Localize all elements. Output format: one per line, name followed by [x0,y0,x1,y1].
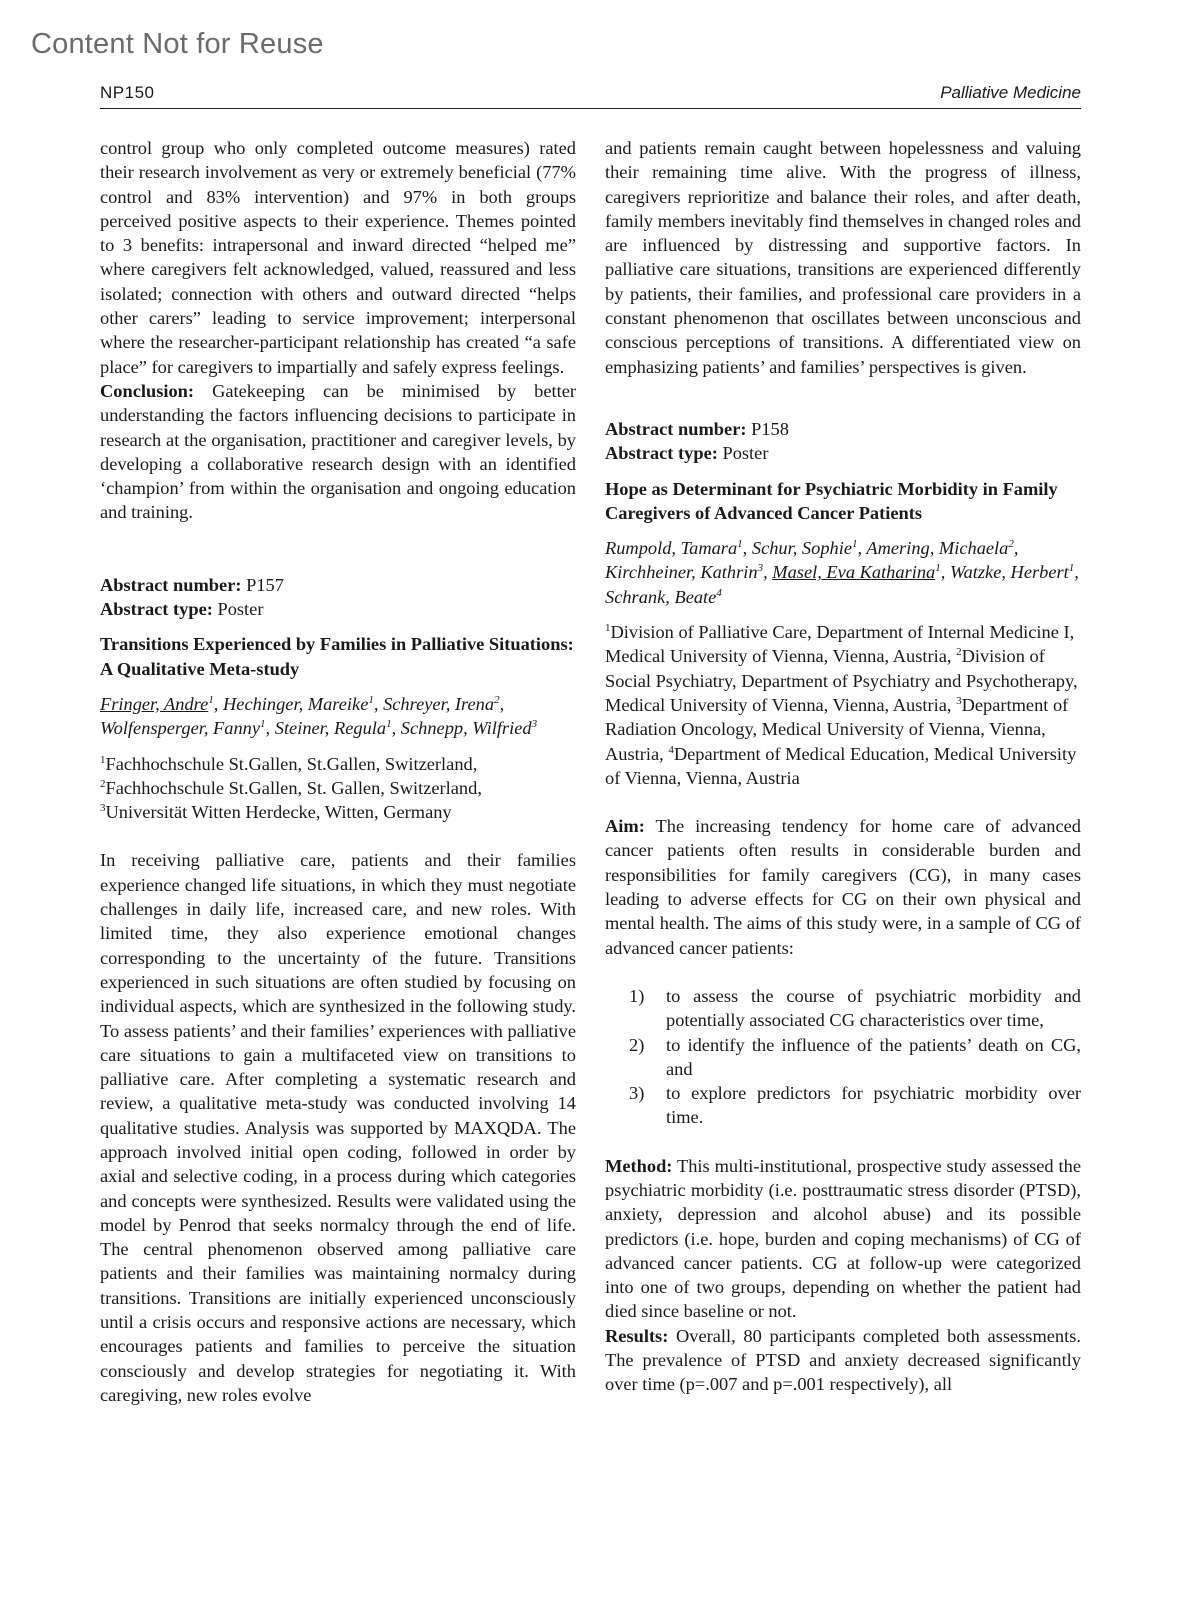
journal-name: Palliative Medicine [940,83,1081,102]
abstract-type-line [100,597,576,621]
aim-text: to explore predictors for psychiatric morbidity over time. [666,1083,1081,1128]
affiliation-mark: 2 [100,777,106,790]
abstract-type: Poster [717,443,769,464]
aim-item [605,984,1081,1033]
author-name: Masel, Eva Katharina [772,562,936,583]
abstract-number: P158 [746,418,789,439]
conclusion-paragraph [100,379,576,525]
author-affiliation-mark: 1 [1068,562,1075,575]
author-name: Wolfensperger, Fanny [100,718,261,739]
author-name: Amering, Michaela [866,538,1009,559]
author [605,587,722,607]
continued-paragraph: control group who only completed outcome measures) rated their research involvement as very or extremely beneficial (77% control and 83% intervention) and 97% in both groups perceived positive aspects to their experience. Themes pointed to 3 benefits: intrapersonal and inward directed “helped me” where caregivers felt acknowledged, valued, reassured and less isolated; connection with others and outward directed “helps other carers” leading to service improvement; interpersonal where the researcher-participant relationship has created “a safe place” for caregivers to impartially and safely express feelings. [100,138,576,377]
aim-text: The increasing tendency for home care of advanced cancer patients often results in considerable burden and responsibilities for family caregivers (CG), in many cases leading to adverse effects for CG on their own physical and mental health. The aims of this study were, in a sample of CG of advanced cancer patients: [605,816,1081,958]
aim-label: Aim: [605,816,645,837]
author-affiliation-mark: 3 [757,562,764,575]
method-label: Method: [605,1155,673,1176]
author-affiliation-mark: 1 [386,718,392,731]
author-list [605,536,1081,609]
affiliation-list [100,752,576,825]
aims-list [605,984,1081,1130]
author-affiliation-mark: 4 [716,586,722,599]
abstract-title: Transitions Experienced by Families in Palliative Situations: A Qualitative Meta-study [100,634,574,679]
aim-item [605,1033,1081,1082]
author-name: Kirchheiner, Kathrin [605,562,758,583]
affiliation [100,800,576,824]
author: Hechinger, Mareike$^1$, [223,693,384,714]
author-name: Schur, Sophie [751,538,852,559]
spacer [605,379,1081,417]
aim-number: 1) [629,985,645,1006]
author: Steiner, Regula$^1$, [274,718,401,739]
author: Kirchheiner, Kathrin$^3$, [605,562,773,583]
affiliation [100,752,576,776]
affiliation-text: Universität Witten Herdecke, Witten, Germany [105,802,452,823]
author-name: Watzke, Herbert [949,562,1069,583]
results-label: Results: [605,1325,669,1346]
affiliation-mark: 3 [956,694,962,707]
author: Amering, Michaela$^2$, [866,538,1019,559]
abstract-number-line [605,417,1081,441]
method-paragraph [605,1154,1081,1324]
author [401,718,537,738]
conclusion-text: Gatekeeping can be minimised by better understanding the factors influencing decisions to participate in research at the organisation, practitioner and caregiver levels, by developing a collaborative research design with an identified ‘champion’ from within the organisation and ongoing education and training. [100,380,576,523]
left-column [100,136,576,1407]
abstract-number: P157 [241,574,284,595]
author-affiliation-mark: 3 [531,718,538,731]
author: Fringer, Andre$^1$, [100,693,223,714]
affiliation [100,776,576,800]
results-text: Overall, 80 participants completed both assessments. The prevalence of PTSD and anxiety decreased significantly over time (p=.007 and p=.001 respectively), all [605,1325,1081,1395]
author-list [100,692,576,741]
conclusion-label: Conclusion: [100,380,195,401]
watermark: Content Not for Reuse [31,28,324,60]
abstract-type-line [605,441,1081,465]
continued-paragraph: and patients remain caught between hopelessness and valuing their remaining time alive. With the progress of illness, caregivers reprioritize and balance their roles, and after death, family members inevitably find themselves in changed roles and are influenced by distressing and supportive factors. In palliative care situations, transitions are experienced differently by patients, their families, and professional care providers in a constant phenomenon that oscillates between unconscious and conscious perceptions of transitions. A differentiated view on emphasizing patients’ and families’ perspectives is given. [605,138,1081,377]
author: Wolfensperger, Fanny$^1$, [100,718,275,739]
author-affiliation-mark: 1 [852,538,858,551]
author-affiliation-mark: 1 [208,693,214,706]
author-name: Steiner, Regula [274,718,387,739]
author-name: Rumpold, Tamara [605,538,738,559]
aim-text: to identify the influence of the patients’ death on CG, and [666,1034,1081,1079]
author-name: Fringer, Andre [100,693,209,714]
author-affiliation-mark: 1 [368,693,374,706]
results-paragraph [605,1324,1081,1397]
affiliation [605,744,1076,788]
abstract-number-label: Abstract number: [100,574,242,595]
affiliation-list [605,620,1081,790]
affiliation-mark: 1 [100,753,106,766]
affiliation-mark: 1 [605,622,611,635]
aim-paragraph [605,814,1081,960]
abstract-type-label: Abstract type: [100,599,213,620]
author: Masel, Eva Katharina$^1$, [772,562,950,583]
aim-number: 2) [629,1034,645,1055]
abstract-number-line [100,573,576,597]
aim-number: 3) [629,1083,645,1104]
affiliation-mark: 4 [668,743,674,756]
abstract-number-label: Abstract number: [605,418,747,439]
abstract-title: Hope as Determinant for Psychiatric Morbidity in Family Caregivers of Advanced Cancer Patients [605,478,1058,523]
page-number: NP150 [100,83,155,102]
affiliation-text: Fachhochschule St.Gallen, St. Gallen, Switzerland, [105,777,482,798]
spacer [100,525,576,573]
author-affiliation-mark: 2 [494,693,500,706]
affiliation-text: Department of Radiation Oncology, Medical University of Vienna, Vienna, Austria, [605,694,1069,764]
author-affiliation-mark: 1 [737,538,743,551]
author: Watzke, Herbert$^1$, [949,562,1079,583]
author-name: Schrank, Beate [605,586,717,607]
author-name: Hechinger, Mareike [223,693,369,714]
author: Rumpold, Tamara$^1$, [605,538,752,559]
aim-text: to assess the course of psychiatric morbidity and potentially associated CG characteristics over time, [666,985,1081,1031]
abstract-type: Poster [212,599,264,620]
author-name: Schnepp, Wilfried [400,718,532,739]
author-name: Schreyer, Irena [383,693,495,714]
affiliation-text: Division of Social Psychiatry, Department of Psychiatry and Psychotherapy, Medical University of Vienna, Vienna, Austria, [605,646,1078,715]
right-column [605,136,1081,1397]
abstract-body: In receiving palliative care, patients and their families experience changed life situations, in which they must negotiate challenges in daily life, increased care, and new roles. With limited time, they also experience emotional changes corresponding to the uncertainty of the future. Transitions experienced in such situations are often studied by focusing on individual aspects, which are synthesized in the following study. To assess patients’ and their families’ experiences with palliative care situations to gain a multifaceted view on transitions to palliative care. After completing a systematic research and review, a qualitative meta-study was conducted involving 14 qualitative studies. Analysis was supported by MAXQDA. The approach involved initial open coding, followed in order by axial and selective coding, in a process during which categories and concepts were synthesized. Results were validated using the model by Penrod that seeks normalcy through the end of life. The central phenomenon observed among palliative care patients and their families was maintaining normalcy during transitions. Transitions are initially experienced unconsciously until a crisis occurs and responsive actions are necessary, which encourages patients and families to perceive the situation consciously and develop strategies for negotiating it. With caregiving, new roles evolve [100,850,576,1405]
affiliation-text: Fachhochschule St.Gallen, St.Gallen, Switzerland, [105,753,478,774]
method-text: This multi-institutional, prospective study assessed the psychiatric morbidity (i.e. posttraumatic stress disorder (PTSD), anxiety, depression and alcohol abuse) and its possible predictors (i.e. hope, burden and coping mechanisms) of CG of advanced cancer patients. CG at follow-up were categorized into one of two groups, depending on whether the patient had died since baseline or not. [605,1155,1081,1322]
author-affiliation-mark: 2 [1008,538,1014,551]
affiliation-mark: 2 [956,646,962,659]
affiliation-mark: 3 [100,802,106,815]
running-head [100,80,1081,109]
affiliation-text: Department of Medical Education, Medical University of Vienna, Vienna, Austria [605,743,1077,788]
affiliation-text: Division of Palliative Care, Department of Internal Medicine I, Medical University of Vienna, Vienna, Austria, [605,622,1075,667]
author: Schur, Sophie$^1$, [751,538,867,559]
author-affiliation-mark: 1 [260,718,266,731]
author-affiliation-mark: 1 [935,562,941,575]
aim-item [605,1081,1081,1130]
author: Schreyer, Irena$^2$, [383,693,505,714]
abstract-type-label: Abstract type: [605,443,718,464]
